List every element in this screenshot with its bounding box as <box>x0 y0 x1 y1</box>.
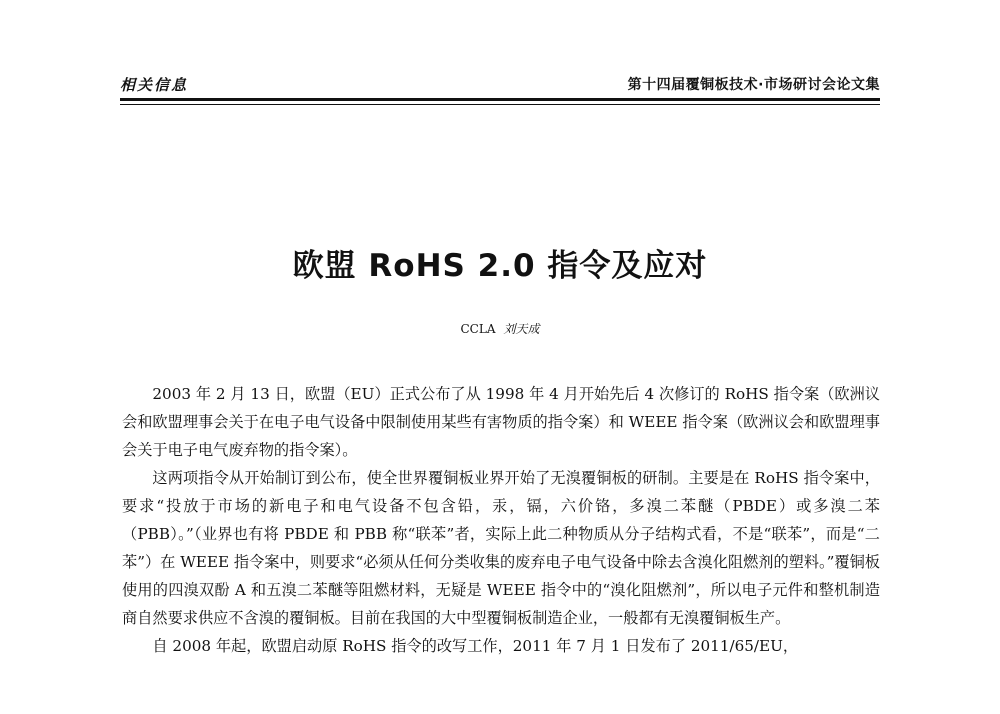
paper-title: 欧盟 RoHS 2.0 指令及应对 <box>292 248 708 284</box>
body-text <box>122 380 880 660</box>
author-name: 刘天成 <box>503 322 540 336</box>
author-org: CCLA <box>460 322 496 336</box>
body-paragraph: 这两项指令从开始制订到公布，使全世界覆铜板业界开始了无溴覆铜板的研制。主要是在 RoHS 指令案中，要求“投放于市场的新电子和电气设备不包含铅，汞，镉，六价铬，多溴二苯醚（PBDE）或多溴二苯（PBB）。”（业界也有将 PBDE 和 PBB 称“联苯”者，实际上此二种物质从分子结构式看，不是“联苯”，而是“二苯”）在 WEEE 指令案中，则要求“必须从任何分类收集的废弃电子电气设备中除去含溴化阻燃剂的塑料。”覆铜板使用的四溴双酚 A 和五溴二苯醚等阻燃材料，无疑是 WEEE 指令中的“溴化阻燃剂”，所以电子元件和整机制造商自然要求供应不含溴的覆铜板。目前在我国的大中型覆铜板制造企业，一般都有无溴覆铜板生产。 <box>122 469 880 627</box>
header-rule-thin <box>120 104 880 105</box>
running-header <box>120 74 880 94</box>
header-rule-thick <box>120 98 880 101</box>
author-line <box>0 320 1000 337</box>
body-paragraph: 2003 年 2 月 13 日，欧盟（EU）正式公布了从 1998 年 4 月开始先后 4 次修订的 RoHS 指令案（欧洲议会和欧盟理事会关于在电子电气设备中限制使用某些有害物质的指令案）和 WEEE 指令案（欧洲议会和欧盟理事会关于电子电气废弃物的指令案）。 <box>122 385 880 459</box>
body-paragraph: 自 2008 年起，欧盟启动原 RoHS 指令的改写工作，2011 年 7 月 1 日发布了 2011/65/EU， <box>152 637 799 655</box>
header-section-label: 相关信息 <box>120 76 189 94</box>
header-proceedings-title: 第十四届覆铜板技术·市场研讨会论文集 <box>627 77 880 93</box>
